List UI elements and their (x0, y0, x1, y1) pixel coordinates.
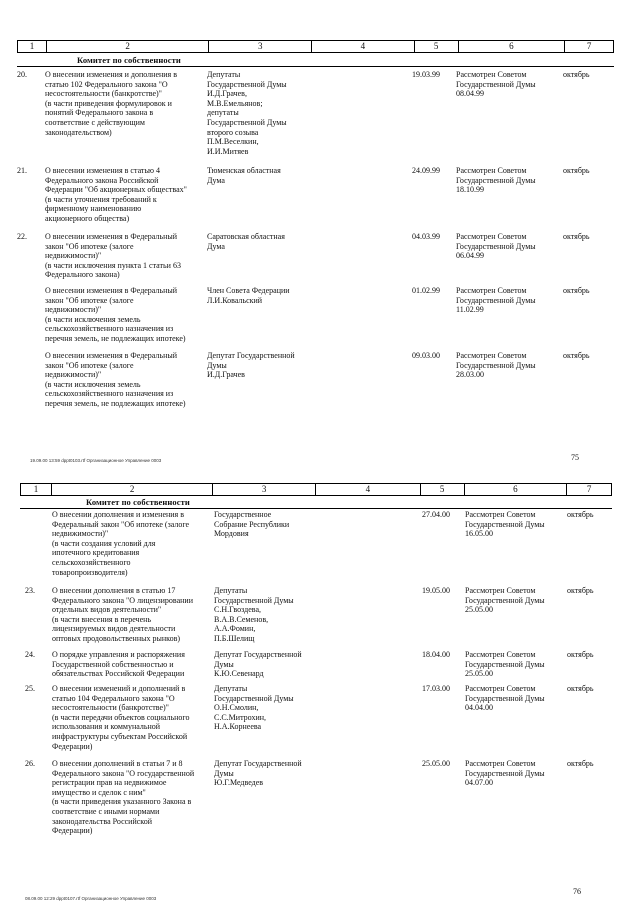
bill-title: О внесении изменений и дополнений в статью 104 Федерального закона "О несостоятельности (банкротстве)" (в части передачи объектов социального использования и коммунальной инфраструктуры субъектам Российской Федерации) (52, 684, 190, 751)
submission-date: 27.04.00 (422, 510, 450, 519)
review-status: Рассмотрен Советом Государственной Думы 25.05.00 (465, 586, 545, 615)
bill-author: Саратовская областная Дума (207, 232, 285, 251)
submission-date: 19.05.00 (422, 586, 450, 595)
print-footer: 19.09.00 13:59 dppt0103.rtf Организационное Управление 0003 (30, 458, 162, 463)
column-header-3: 3 (208, 41, 311, 52)
committee-heading: Комитет по собственности (77, 55, 181, 65)
column-header-7: 7 (566, 484, 611, 495)
bill-author: Депутат Государственной Думы Ю.Г.Медведев (214, 759, 302, 788)
column-header-7: 7 (564, 41, 613, 52)
page-number: 75 (571, 453, 579, 462)
submission-date: 09.03.00 (412, 351, 440, 360)
column-header-5: 5 (420, 484, 464, 495)
planned-month: октябрь (567, 510, 594, 519)
header-divider (20, 508, 612, 509)
planned-month: октябрь (567, 650, 594, 659)
page-number: 76 (573, 887, 581, 896)
review-status: Рассмотрен Советом Государственной Думы 25.05.00 (465, 650, 545, 679)
document-page-76 (0, 478, 640, 900)
column-header-6: 6 (458, 41, 565, 52)
planned-month: октябрь (563, 351, 590, 360)
planned-month: октябрь (567, 684, 594, 693)
planned-month: октябрь (563, 286, 590, 295)
bill-author: Государственное Собрание Республики Мордовия (214, 510, 290, 539)
column-header-row (17, 40, 614, 53)
committee-heading: Комитет по собственности (86, 497, 190, 507)
bill-author: Депутат Государственной Думы И.Д.Грачев (207, 351, 295, 380)
submission-date: 18.04.00 (422, 650, 450, 659)
bill-title: О внесении изменения в Федеральный закон "Об ипотеке (залоге недвижимости)" (в части исключения земель сельскохозяйственного назначения из перечня земель, не подлежащих ипотеке) (45, 286, 186, 343)
review-status: Рассмотрен Советом Государственной Думы 08.04.99 (456, 70, 536, 99)
column-header-2: 2 (46, 41, 208, 52)
column-header-1: 1 (33, 484, 39, 494)
bill-author: Тюменская областная Дума (207, 166, 281, 185)
bill-author: Член Совета Федерации Л.И.Ковальский (207, 286, 290, 305)
bill-title: О внесении изменения в статью 4 Федерального закона Российской Федерации "Об акционерных обществах" (в части уточнения требований к фирменному наименованию акционерного общества) (45, 166, 187, 223)
submission-date: 19.03.99 (412, 70, 440, 79)
row-number: 26. (25, 759, 35, 768)
bill-title: О внесении изменения и дополнения в статью 102 Федерального закона "О несостоятельности (банкротстве)" (в части приведения формулировок и понятий Федерального закона в соответствие с действующим законодательством) (45, 70, 178, 137)
row-number: 25. (25, 684, 35, 693)
bill-title: О внесении дополнения и изменения в Федеральный закон "Об ипотеке (залоге недвижимости)" (в части создания условий для ипотечного кредитования сельскохозяйственного товаропроизводителя) (52, 510, 190, 577)
row-number: 23. (25, 586, 35, 595)
bill-title: О внесении дополнения в статью 17 Федерального закона "О лицензировании отдельных видов деятельности" (в части внесения в перечень лицензируемых видов деятельности оптовых продовольственных рынков) (52, 586, 193, 643)
planned-month: октябрь (567, 586, 594, 595)
bill-author: Депутаты Государственной Думы С.Н.Гвоздева, В.А.В.Семенов, А.А.Фомин, П.Б.Шелищ (214, 586, 294, 643)
submission-date: 24.09.99 (412, 166, 440, 175)
review-status: Рассмотрен Советом Государственной Думы 06.04.99 (456, 232, 536, 261)
column-header-row (20, 483, 612, 496)
bill-author: Депутаты Государственной Думы И.Д.Грачев, М.В.Емельянов; депутаты Государственной Думы второго созыва П.М.Веселкин, И.И.Митяев (207, 70, 287, 156)
submission-date: 01.02.99 (412, 286, 440, 295)
submission-date: 17.03.00 (422, 684, 450, 693)
planned-month: октябрь (563, 232, 590, 241)
review-status: Рассмотрен Советом Государственной Думы 11.02.99 (456, 286, 536, 315)
review-status: Рассмотрен Советом Государственной Думы 18.10.99 (456, 166, 536, 195)
column-header-3: 3 (212, 484, 315, 495)
bill-title: О внесении изменения в Федеральный закон "Об ипотеке (залоге недвижимости)" (в части исключения земель сельскохозяйственного назначения из перечня земель, не подлежащих ипотеке) (45, 351, 186, 408)
review-status: Рассмотрен Советом Государственной Думы 28.03.00 (456, 351, 536, 380)
planned-month: октябрь (567, 759, 594, 768)
row-number: 21. (17, 166, 27, 175)
bill-title: О внесении дополнений в статьи 7 и 8 Федерального закона "О государственной регистрации прав на недвижимое имущество и сделок с ним" (в части приведения указанного Закона в соответствие с иными нормами законодательства Российской Федерации) (52, 759, 195, 836)
review-status: Рассмотрен Советом Государственной Думы 04.04.00 (465, 684, 545, 713)
header-divider (17, 66, 614, 67)
column-header-4: 4 (315, 484, 420, 495)
print-footer: 08.09.00 12:29 dppt0107.rtf Организационное Управление 0003 (25, 896, 157, 901)
review-status: Рассмотрен Советом Государственной Думы 04.07.00 (465, 759, 545, 788)
bill-title: О внесении изменения в Федеральный закон "Об ипотеке (залоге недвижимости)" (в части исключения пункта 1 статьи 63 Федерального закона) (45, 232, 181, 280)
submission-date: 04.03.99 (412, 232, 440, 241)
row-number: 20. (17, 70, 27, 79)
column-header-2: 2 (51, 484, 212, 495)
planned-month: октябрь (563, 166, 590, 175)
planned-month: октябрь (563, 70, 590, 79)
bill-author: Депутаты Государственной Думы О.Н.Смолин, С.С.Митрохин, Н.А.Корнеева (214, 684, 294, 732)
row-number: 22. (17, 232, 27, 241)
submission-date: 25.05.00 (422, 759, 450, 768)
column-header-6: 6 (464, 484, 567, 495)
review-status: Рассмотрен Советом Государственной Думы 16.05.00 (465, 510, 545, 539)
column-header-5: 5 (414, 41, 458, 52)
row-number: 24. (25, 650, 35, 659)
bill-title: О порядке управления и распоряжения Государственной собственностью и обязательствах Российской Федерации (52, 650, 185, 679)
column-header-4: 4 (311, 41, 414, 52)
bill-author: Депутат Государственной Думы К.Ю.Севенард (214, 650, 302, 679)
column-header-1: 1 (29, 41, 35, 51)
